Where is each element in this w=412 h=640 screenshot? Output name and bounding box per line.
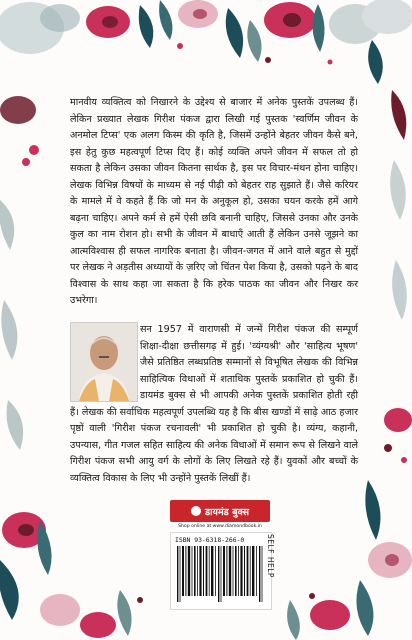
genre-label: SELF HELP (266, 534, 275, 578)
publisher-logo (170, 500, 270, 522)
publisher-name: डायमंड बुक्स (204, 506, 250, 518)
isbn-barcode-box (170, 532, 272, 610)
barcode-icon (177, 546, 265, 606)
diamond-logo-icon (191, 506, 201, 516)
publisher-block (170, 500, 270, 608)
isbn-number: ISBN 93-6318-266-0 (175, 536, 245, 544)
top-floral-band (0, 0, 412, 84)
publisher-website: Shop online at www.diamondbook.in (178, 524, 262, 529)
author-bio (70, 322, 358, 487)
author-bio-text: सन 1957 में वाराणसी में जन्में गिरीश पंकज की सम्पूर्ण शिक्षा-दीक्षा छत्तीसगढ़ में हुई। 'व्यंग्यश्री' और 'साहित्य भूषण' जैसे प्रतिष्ठित लब्धप्रतिष्ठ सम्मानों से विभूषित लेखक की विभिन्न साहित्यिक विधाओं में शताधिक पुस्तकें प्रकाशित हो चुकी हैं। डायमंड बुक्स से भी आपकी अनेक पुस्तकें प्रकाशित होती रही हैं। लेखक की सर्वाधिक महत्वपूर्ण उपलब्धि यह है कि बीस खण्डों में साढ़े आठ हजार पृष्ठों वाली 'गिरीश पंकज रचनावली' भी प्रकाशित हो चुकी है। व्यंग्य, कहानी, उपन्यास, गीत गजल सहित साहित्य की अनेक विधाओं में समान रूप से लिखने वाले गिरीश पंकज सभी आयु वर्ग के लोगों के लिए लिखते रहे हैं। युवकों और बच्चों के व्यक्तित्व विकास के लिए भी उन्होंने पुस्तकें लिखीं हैं। (70, 324, 358, 484)
book-description: मानवीय व्यक्तित्व को निखारने के उद्देश्य से बाजार में अनेक पुस्तकें उपलब्ध हैं। लेकिन प्रख्यात लेखक गिरीश पंकज द्वारा लिखी गई पुस्तक 'स्वर्णिम जीवन के अनमोल टिप्स' एक अलग किस्म की कृति है, जिसमें उन्होंने बेहतर जीवन कैसे बने, इस हेतु कुछ महत्वपूर्ण टिप्स दिए हैं। कोई व्यक्ति अपने जीवन में सफल तो हो सकता है लेकिन उसका जीवन कितना सार्थक है, इस पर विचार-मंथन होना चाहिए। लेखक विभिन्न विषयों के माध्यम से नई पीढ़ी को बेहतर राह सुझाते हैं। जैसे करियर के मामले में वे कहते हैं कि जो मन के अनुकूल हो, उसका चयन करके हमें आगे बढ़ना चाहिए। अपने कर्म से हमें ऐसी छवि बनानी चाहिए, जिससे उनका और उनके कुल का नाम रोशन हो। सभी के जीवन में बाधाएँ आती हैं लेकिन उनसे जूझने का आत्मविश्वास ही सफल नागरिक बनाता है। जीवन-जगत में आने वाले बहुत से मुद्दों पर लेखक ने अड़तीस अध्यायों के ज़रिए जो चिंतन पेश किया है, उसको पढ़ने के बाद विश्वास के साथ कहा जा सकता है कि हरेक पाठक का जीवन और निखर कर उभरेगा। (70, 97, 358, 306)
